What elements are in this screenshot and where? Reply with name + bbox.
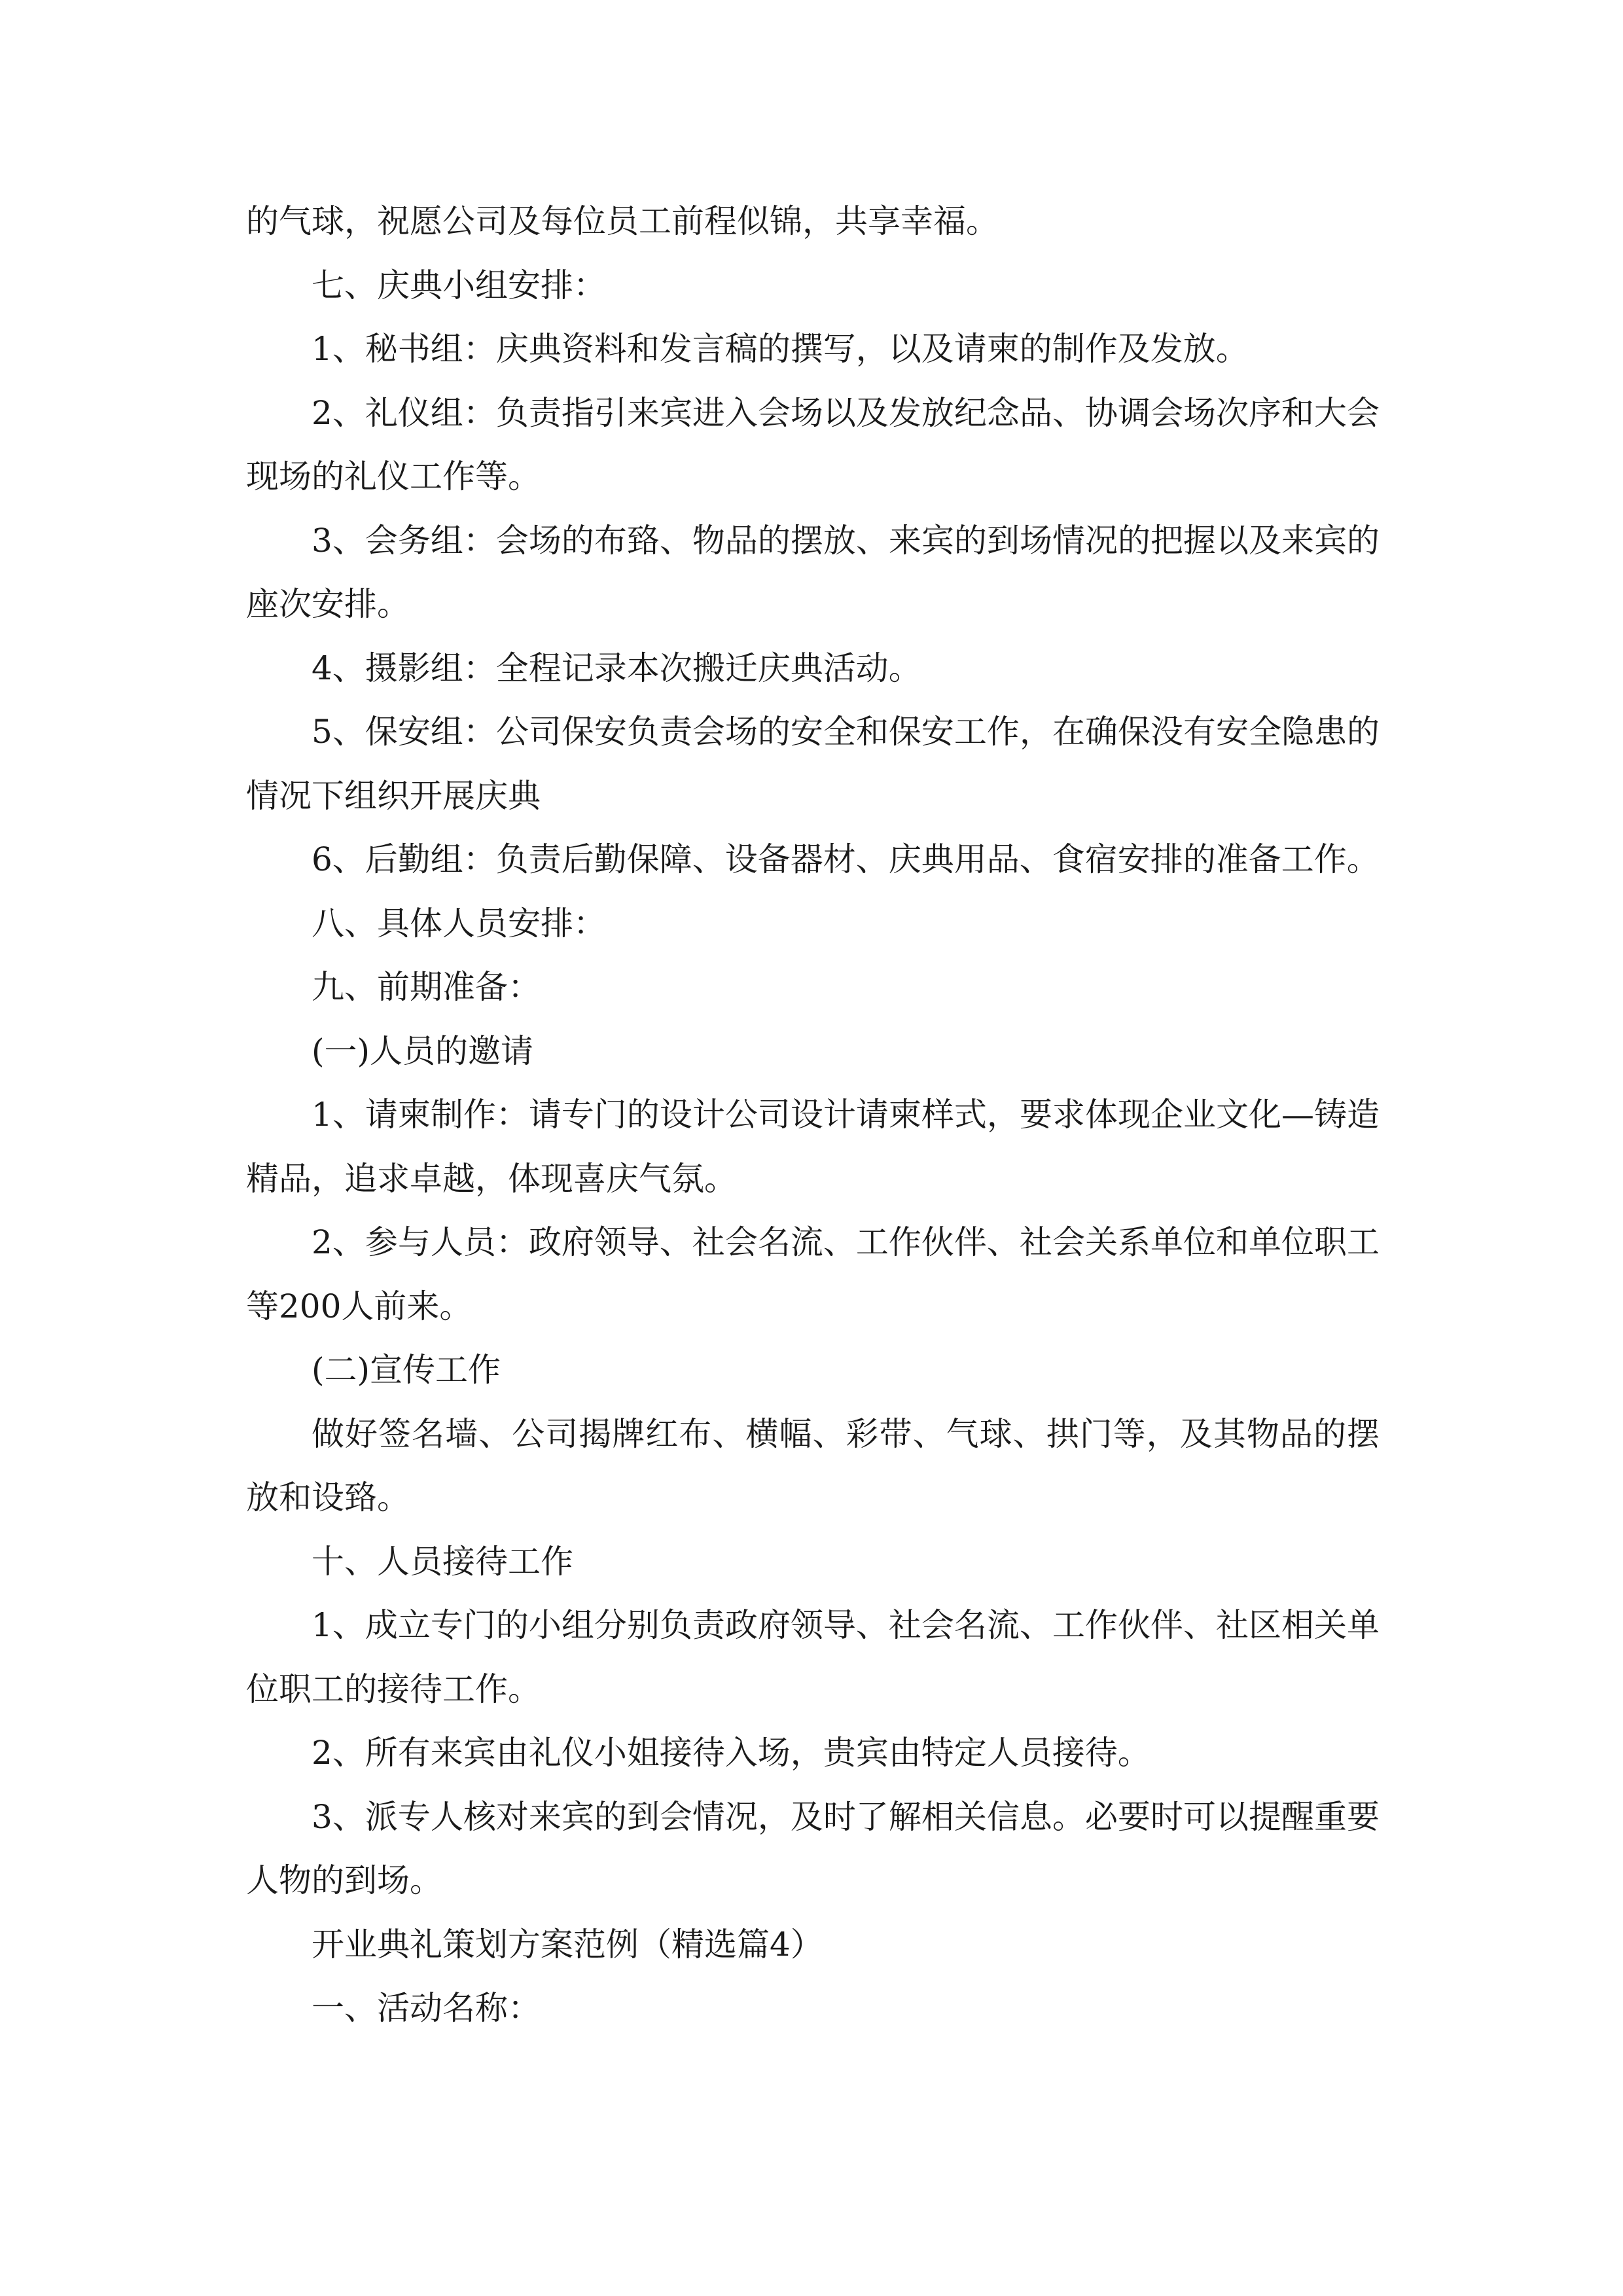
subheading-publicity: (二)宣传工作 [312, 1351, 501, 1389]
paragraph-affairs-group: 3、会务组：会场的布臵、物品的摆放、来宾的到场情况的把握以及来宾的座次安排。 [246, 521, 1380, 623]
heading-section-8: 八、具体人员安排： [312, 904, 606, 942]
paragraph-etiquette-group: 2、礼仪组：负责指引来宾进入会场以及发放纪念品、协调会场次序和大会现场的礼仪工作等。 [246, 393, 1380, 495]
paragraph-logistics-group: 6、后勤组：负责后勤保障、设备器材、庆典用品、食宿安排的准备工作。 [312, 840, 1380, 878]
paragraph-balloon-closing: 的气球，祝愿公司及每位员工前程似锦，共享幸福。 [246, 202, 999, 240]
paragraph-attendance-check: 3、派专人核对来宾的到会情况，及时了解相关信息。必要时可以提醒重要人物的到场。 [246, 1797, 1380, 1899]
paragraph-publicity-items: 做好签名墙、公司揭牌红布、横幅、彩带、气球、拱门等，及其物品的摆放和设臵。 [246, 1414, 1380, 1516]
paragraph-reception-team: 1、成立专门的小组分别负责政府领导、社会名流、工作伙伴、社区相关单位职工的接待工作。 [246, 1606, 1380, 1708]
heading-section-7: 七、庆典小组安排： [312, 266, 606, 304]
paragraph-photo-group: 4、摄影组：全程记录本次搬迁庆典活动。 [312, 649, 921, 687]
heading-section-10: 十、人员接待工作 [312, 1542, 573, 1581]
paragraph-invitation-making: 1、请柬制作：请专门的设计公司设计请柬样式，要求体现企业文化—铸造精品，追求卓越，体现喜庆气氛。 [246, 1096, 1380, 1198]
heading-section-9: 九、前期准备： [312, 968, 541, 1006]
paragraph-security-group: 5、保安组：公司保安负责会场的安全和保安工作，在确保没有安全隐患的情况下组织开展庆典 [246, 713, 1380, 815]
heading-activity-name: 一、活动名称： [312, 1989, 541, 2027]
document-page [246, 190, 1380, 2041]
heading-plan-example-4: 开业典礼策划方案范例（精选篇4） [312, 1925, 823, 1964]
paragraph-secretary-group: 1、秘书组：庆典资料和发言稿的撰写，以及请柬的制作及发放。 [312, 330, 1249, 368]
paragraph-guest-entry: 2、所有来宾由礼仪小姐接待入场，贵宾由特定人员接待。 [312, 1734, 1150, 1772]
paragraph-participants: 2、参与人员：政府领导、社会名流、工作伙伴、社会关系单位和单位职工等200人前来。 [246, 1223, 1380, 1325]
subheading-invitation: (一)人员的邀请 [312, 1031, 534, 1070]
